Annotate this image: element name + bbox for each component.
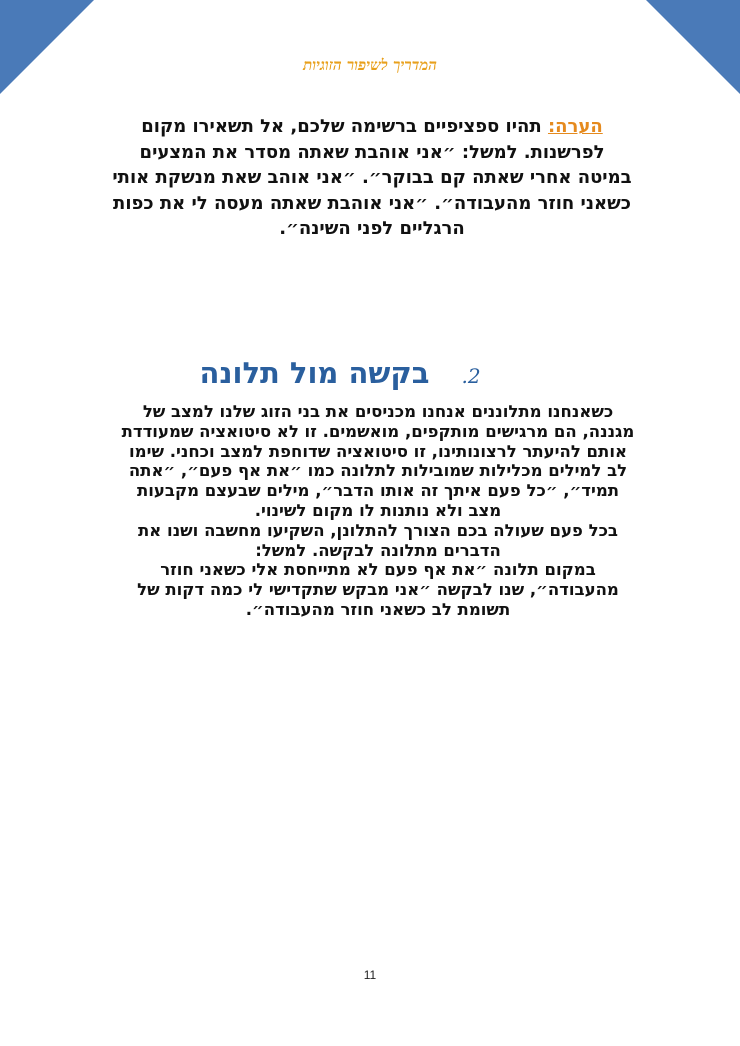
note-text: תהיו ספציפיים ברשימה שלכם, אל תשאירו מקום לפרשנות. למשל: ״אני אוהבת שאתה מסדר את המצעים במיטה אחרי שאתה קם בבוקר״. ״אני אוהב שאת מנשקת אותי כשאני חוזר מהעבודה״. ״אני אוהבת שאתה מעסה לי את כפות הרגליים לפני השינה״. bbox=[112, 116, 632, 239]
corner-triangle-left bbox=[0, 0, 100, 100]
note-paragraph bbox=[112, 114, 632, 242]
body-paragraph: כשאנחנו מתלוננים אנחנו מכניסים את בני הזוג שלנו למצב של מגננה, הם מרגישים מותקפים, מואשמים. זו לא סיטואציה שמעודדת אותם להיעתר לרצונותינו, זו סיטואציה שדוחפת למצב וכחני. שימו לב למילים מכלילות שמובילות לתלונה כמו ״את אף פעם״, ״אתה תמיד״, ״כל פעם איתך זה אותו הדבר״, מילים שבעצם מקבעות מצב ולא נותנות לו מקום לשינוי. bbox=[121, 402, 635, 520]
section-body bbox=[118, 402, 638, 620]
body-paragraph: במקום תלונה ״את אף פעם לא מתייחסת אלי כשאני חוזר מהעבודה״, שנו לבקשה ״אני מבקש שתקדישי לי כמה דקות של תשומת לב כשאני חוזר מהעבודה״. bbox=[137, 560, 619, 619]
corner-triangle-right bbox=[640, 0, 740, 100]
section-title: בקשה מול תלונה bbox=[199, 356, 430, 390]
note-label: הערה: bbox=[547, 116, 603, 137]
header-title: המדריך לשיפור הזוגיות bbox=[303, 56, 437, 74]
page-number: 11 bbox=[363, 968, 377, 982]
section-heading bbox=[120, 356, 560, 390]
section-number: 2. bbox=[461, 364, 481, 388]
body-paragraph: בכל פעם שעולה בכם הצורך להתלונן, השקיעו מחשבה ושנו את הדברים מתלונה לבקשה. למשל: bbox=[138, 520, 618, 560]
